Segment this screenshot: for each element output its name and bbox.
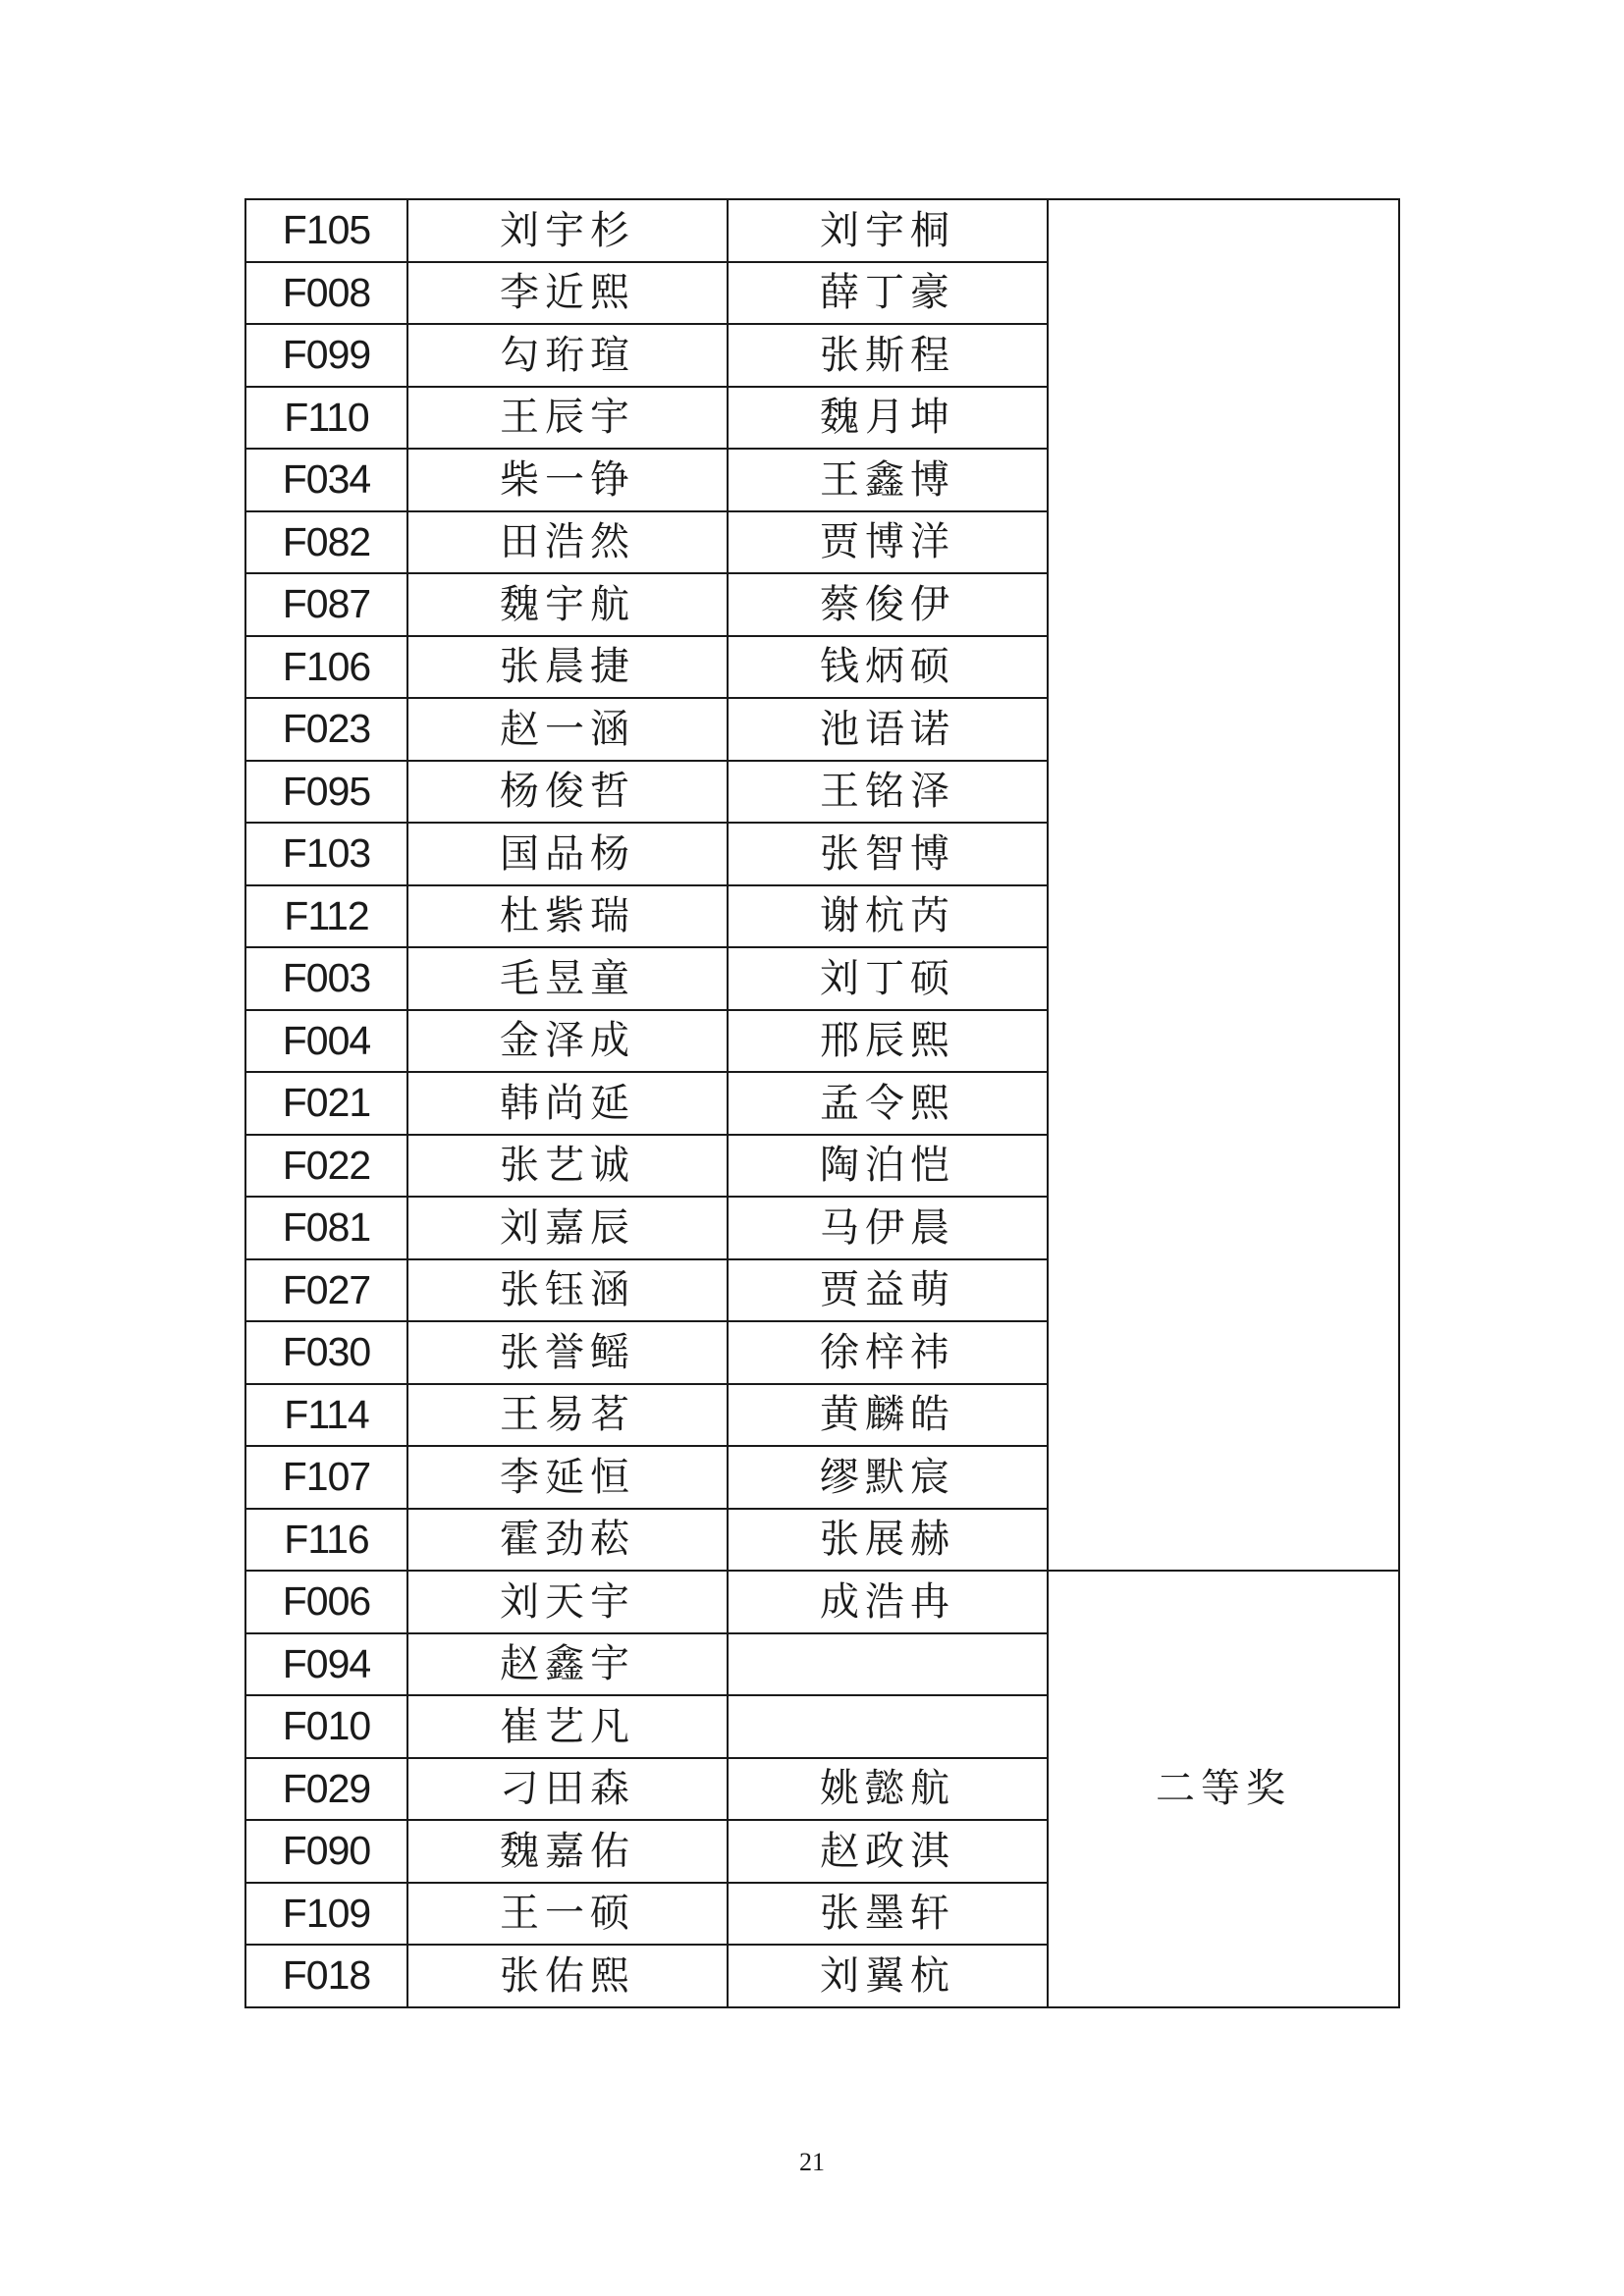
member-1-cell: 柴一铮 bbox=[407, 449, 728, 511]
member-1-cell: 王一硕 bbox=[407, 1883, 728, 1946]
team-id-cell: F112 bbox=[245, 885, 407, 948]
member-1-cell: 张艺诚 bbox=[407, 1135, 728, 1198]
member-1-cell: 刘嘉辰 bbox=[407, 1197, 728, 1259]
team-id-cell: F105 bbox=[245, 199, 407, 262]
member-2-cell: 成浩冉 bbox=[728, 1571, 1048, 1633]
team-id-cell: F023 bbox=[245, 698, 407, 761]
team-id-cell: F018 bbox=[245, 1945, 407, 2007]
member-1-cell: 赵鑫宇 bbox=[407, 1633, 728, 1696]
member-2-cell: 魏月坤 bbox=[728, 387, 1048, 450]
team-id-cell: F103 bbox=[245, 823, 407, 885]
team-id-cell: F107 bbox=[245, 1446, 407, 1509]
member-2-cell: 陶泊恺 bbox=[728, 1135, 1048, 1198]
member-2-cell: 姚懿航 bbox=[728, 1758, 1048, 1821]
member-2-cell: 赵政淇 bbox=[728, 1820, 1048, 1883]
team-id-cell: F109 bbox=[245, 1883, 407, 1946]
member-1-cell: 张晨捷 bbox=[407, 636, 728, 699]
member-2-cell: 谢杭芮 bbox=[728, 885, 1048, 948]
team-id-cell: F022 bbox=[245, 1135, 407, 1198]
team-id-cell: F116 bbox=[245, 1509, 407, 1572]
member-2-cell: 贾博洋 bbox=[728, 511, 1048, 574]
team-id-cell: F027 bbox=[245, 1259, 407, 1322]
member-1-cell: 刘天宇 bbox=[407, 1571, 728, 1633]
team-id-cell: F081 bbox=[245, 1197, 407, 1259]
member-1-cell: 杜紫瑞 bbox=[407, 885, 728, 948]
member-2-cell bbox=[728, 1695, 1048, 1758]
team-id-cell: F110 bbox=[245, 387, 407, 450]
member-1-cell: 杨俊哲 bbox=[407, 761, 728, 824]
team-id-cell: F087 bbox=[245, 573, 407, 636]
team-id-cell: F094 bbox=[245, 1633, 407, 1696]
team-id-cell: F006 bbox=[245, 1571, 407, 1633]
member-1-cell: 国品杨 bbox=[407, 823, 728, 885]
member-2-cell: 张墨轩 bbox=[728, 1883, 1048, 1946]
member-1-cell: 王易茗 bbox=[407, 1384, 728, 1447]
member-1-cell: 金泽成 bbox=[407, 1010, 728, 1073]
member-2-cell: 张智博 bbox=[728, 823, 1048, 885]
member-2-cell: 王鑫博 bbox=[728, 449, 1048, 511]
team-id-cell: F090 bbox=[245, 1820, 407, 1883]
member-2-cell bbox=[728, 1633, 1048, 1696]
member-1-cell: 毛昱童 bbox=[407, 947, 728, 1010]
member-2-cell: 缪默宸 bbox=[728, 1446, 1048, 1509]
team-id-cell: F030 bbox=[245, 1321, 407, 1384]
team-id-cell: F099 bbox=[245, 324, 407, 387]
award-level-cell: 二等奖 bbox=[1048, 1571, 1399, 2007]
team-id-cell: F082 bbox=[245, 511, 407, 574]
member-2-cell: 马伊晨 bbox=[728, 1197, 1048, 1259]
member-1-cell: 勾珩瑄 bbox=[407, 324, 728, 387]
member-2-cell: 王铭泽 bbox=[728, 761, 1048, 824]
member-1-cell: 张钰涵 bbox=[407, 1259, 728, 1322]
page-number: 21 bbox=[799, 2148, 825, 2176]
member-1-cell: 韩尚延 bbox=[407, 1072, 728, 1135]
member-2-cell: 钱炳硕 bbox=[728, 636, 1048, 699]
member-1-cell: 赵一涵 bbox=[407, 698, 728, 761]
member-1-cell: 刁田森 bbox=[407, 1758, 728, 1821]
team-id-cell: F010 bbox=[245, 1695, 407, 1758]
award-table-body bbox=[245, 199, 1399, 2007]
member-2-cell: 薛丁豪 bbox=[728, 262, 1048, 325]
team-id-cell: F021 bbox=[245, 1072, 407, 1135]
member-2-cell: 刘翼杭 bbox=[728, 1945, 1048, 2007]
member-2-cell: 黄麟皓 bbox=[728, 1384, 1048, 1447]
team-id-cell: F114 bbox=[245, 1384, 407, 1447]
team-id-cell: F003 bbox=[245, 947, 407, 1010]
member-2-cell: 张斯程 bbox=[728, 324, 1048, 387]
table-row bbox=[245, 1571, 1399, 1633]
member-1-cell: 张佑熙 bbox=[407, 1945, 728, 2007]
member-1-cell: 刘宇杉 bbox=[407, 199, 728, 262]
team-id-cell: F008 bbox=[245, 262, 407, 325]
member-1-cell: 魏宇航 bbox=[407, 573, 728, 636]
member-2-cell: 徐梓祎 bbox=[728, 1321, 1048, 1384]
member-2-cell: 张展赫 bbox=[728, 1509, 1048, 1572]
member-1-cell: 崔艺凡 bbox=[407, 1695, 728, 1758]
member-1-cell: 李近熙 bbox=[407, 262, 728, 325]
table-row bbox=[245, 199, 1399, 262]
award-table bbox=[244, 198, 1400, 2008]
member-2-cell: 孟令熙 bbox=[728, 1072, 1048, 1135]
team-id-cell: F106 bbox=[245, 636, 407, 699]
member-2-cell: 蔡俊伊 bbox=[728, 573, 1048, 636]
member-1-cell: 张誉鳐 bbox=[407, 1321, 728, 1384]
team-id-cell: F004 bbox=[245, 1010, 407, 1073]
member-2-cell: 刘丁硕 bbox=[728, 947, 1048, 1010]
member-2-cell: 邢辰熙 bbox=[728, 1010, 1048, 1073]
award-level-cell bbox=[1048, 199, 1399, 1571]
team-id-cell: F095 bbox=[245, 761, 407, 824]
member-2-cell: 刘宇桐 bbox=[728, 199, 1048, 262]
member-2-cell: 贾益萌 bbox=[728, 1259, 1048, 1322]
member-1-cell: 李延恒 bbox=[407, 1446, 728, 1509]
member-1-cell: 魏嘉佑 bbox=[407, 1820, 728, 1883]
member-1-cell: 霍劲菘 bbox=[407, 1509, 728, 1572]
member-1-cell: 田浩然 bbox=[407, 511, 728, 574]
member-2-cell: 池语诺 bbox=[728, 698, 1048, 761]
team-id-cell: F029 bbox=[245, 1758, 407, 1821]
member-1-cell: 王辰宇 bbox=[407, 387, 728, 450]
team-id-cell: F034 bbox=[245, 449, 407, 511]
